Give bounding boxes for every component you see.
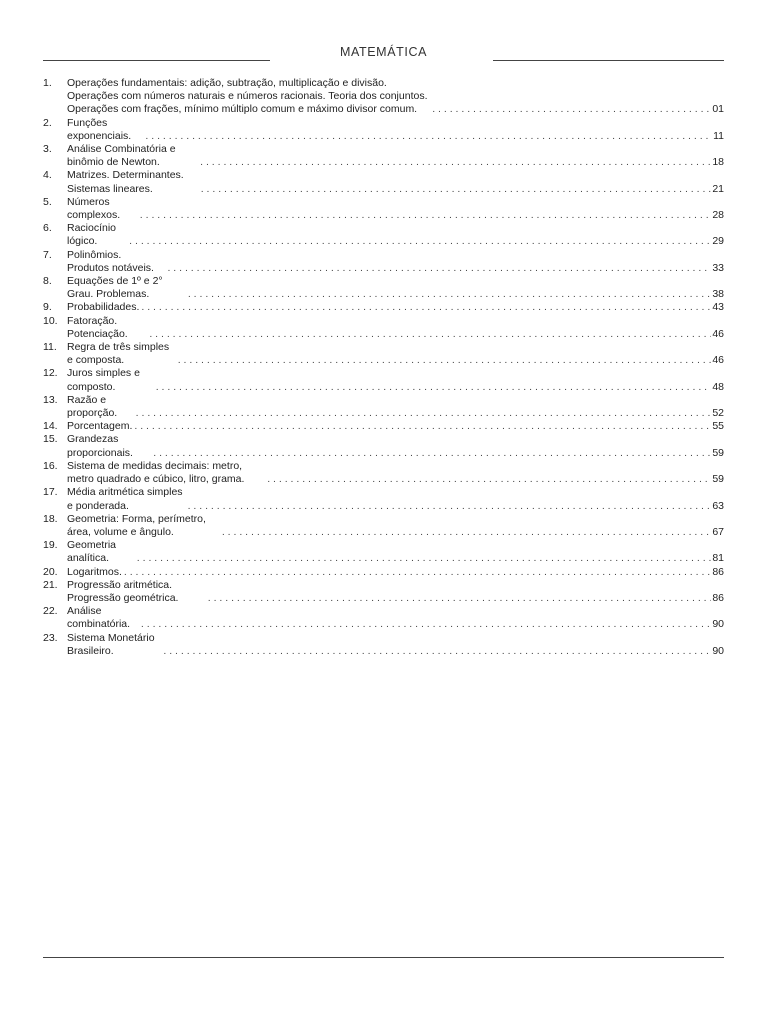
toc-item-number: 4. xyxy=(43,169,52,182)
toc-item-entry xyxy=(67,77,724,117)
toc-item-number: 6. xyxy=(43,222,52,235)
toc-item-dot-leader xyxy=(178,354,712,367)
toc-item-page-number: 90 xyxy=(712,644,724,657)
toc-item xyxy=(43,341,724,367)
toc-item-number: 7. xyxy=(43,248,52,261)
toc-item-entry xyxy=(67,486,724,512)
toc-item-page-number: 38 xyxy=(712,288,724,301)
page-header xyxy=(43,44,724,64)
toc-item-page-number: 21 xyxy=(712,182,724,195)
toc-item-number: 8. xyxy=(43,275,52,288)
toc-item-dot-leader xyxy=(136,407,712,420)
toc-item-label: Logaritmos. xyxy=(67,565,122,578)
toc-item xyxy=(43,579,724,605)
toc-item xyxy=(43,605,724,631)
toc-item-page-number: 46 xyxy=(712,354,724,367)
toc-item-entry xyxy=(67,394,724,420)
toc-item-entry xyxy=(67,249,724,275)
toc-item xyxy=(43,77,724,117)
toc-item-number: 12. xyxy=(43,367,58,380)
toc-item-entry xyxy=(67,513,724,539)
toc-item xyxy=(43,169,724,195)
toc-item xyxy=(43,566,724,579)
toc-item-dot-leader xyxy=(137,552,712,565)
toc-item-dot-leader xyxy=(156,381,712,394)
toc-item-dot-leader xyxy=(149,328,711,341)
toc-item-number: 17. xyxy=(43,486,58,499)
toc-item-label: Raciocínio lógico. xyxy=(67,222,117,248)
toc-item-label: Grandezas proporcionais. xyxy=(67,433,133,459)
toc-item-dot-leader xyxy=(208,592,712,605)
toc-item-label: Porcentagem. xyxy=(67,420,133,433)
toc-item-label: Análise Combinatória e binômio de Newton. xyxy=(67,143,176,169)
toc-item-dot-leader xyxy=(134,420,711,433)
toc-item xyxy=(43,367,724,393)
toc-item xyxy=(43,539,724,565)
toc-item-number: 20. xyxy=(43,565,58,578)
toc-item xyxy=(43,632,724,658)
toc-item xyxy=(43,394,724,420)
toc-item-number: 22. xyxy=(43,605,58,618)
toc-item-entry xyxy=(67,566,724,579)
toc-item-dot-leader xyxy=(201,183,712,196)
toc-item-label: Equações de 1º e 2° Grau. Problemas. xyxy=(67,275,163,301)
toc-item-number: 3. xyxy=(43,143,52,156)
toc-item-number: 13. xyxy=(43,393,58,406)
toc-item-label: Funções exponenciais. xyxy=(67,116,132,142)
toc-item-page-number: 63 xyxy=(712,499,724,512)
toc-item-label: Geometria: Forma, perímetro, área, volume e ângulo. xyxy=(67,512,206,538)
toc-item-page-number: 86 xyxy=(712,591,724,604)
toc-item-entry xyxy=(67,315,724,341)
toc-item xyxy=(43,513,724,539)
toc-item-dot-leader xyxy=(129,235,711,248)
toc-item-label: Matrizes. Determinantes. Sistemas lineares. xyxy=(67,169,184,195)
toc-item xyxy=(43,315,724,341)
toc-item-page-number: 81 xyxy=(712,552,724,565)
toc-item-dot-leader xyxy=(167,262,711,275)
toc-item xyxy=(43,196,724,222)
toc-item-page-number: 59 xyxy=(712,446,724,459)
toc-item-label: Números complexos. xyxy=(67,195,121,222)
toc-item-entry xyxy=(67,632,724,658)
toc-item xyxy=(43,486,724,512)
toc-item-page-number: 48 xyxy=(712,380,724,393)
header-rule-left xyxy=(43,60,270,61)
toc-item xyxy=(43,249,724,275)
toc-item-label: Juros simples e composto. xyxy=(67,367,140,393)
header-rule-right xyxy=(493,60,724,61)
toc-item-page-number: 86 xyxy=(712,565,724,578)
toc-item-entry xyxy=(67,341,724,367)
toc-item-label: Regra de três simples e composta. xyxy=(67,341,170,367)
toc-item-label: Probabilidades. xyxy=(67,301,140,314)
toc-item-page-number: 43 xyxy=(712,301,724,314)
toc-item-page-number: 55 xyxy=(712,420,724,433)
toc-item-dot-leader xyxy=(188,288,711,301)
toc-item xyxy=(43,222,724,248)
toc-item-entry xyxy=(67,143,724,169)
toc-item-page-number: 28 xyxy=(712,209,724,222)
toc-item xyxy=(43,301,724,314)
toc-item-number: 1. xyxy=(43,77,52,89)
toc-item-dot-leader xyxy=(153,447,711,460)
toc-item-label: Progressão aritmética. Progressão geométrica. xyxy=(67,578,179,604)
toc-item-entry xyxy=(67,275,724,301)
toc-item-entry xyxy=(67,420,724,433)
toc-item-dot-leader xyxy=(163,645,711,658)
toc-item-number: 18. xyxy=(43,512,58,525)
toc-item-page-number: 11 xyxy=(713,129,724,142)
toc-item-page-number: 18 xyxy=(712,156,724,169)
toc-item-label: Sistema Monetário Brasileiro. xyxy=(67,631,155,657)
toc-item-label: Fatoração. Potenciação. xyxy=(67,314,128,340)
toc-item-label: Geometria analítica. xyxy=(67,539,117,565)
toc-item xyxy=(43,420,724,433)
table-of-contents xyxy=(43,77,724,658)
toc-item-entry xyxy=(67,367,724,393)
toc-item-number: 21. xyxy=(43,578,58,591)
toc-item-page-number: 67 xyxy=(712,525,724,538)
toc-item xyxy=(43,143,724,169)
toc-item-number: 10. xyxy=(43,314,58,327)
toc-item-number: 14. xyxy=(43,420,58,433)
toc-item-page-number: 29 xyxy=(712,235,724,248)
toc-item-entry xyxy=(67,579,724,605)
toc-item-dot-leader xyxy=(200,156,711,169)
toc-item-dot-leader xyxy=(222,526,712,539)
toc-item-page-number: 46 xyxy=(712,327,724,340)
toc-item-entry xyxy=(67,117,724,143)
toc-item-page-number: 59 xyxy=(712,473,724,486)
toc-item-label: Operações fundamentais: adição, subtração, multiplicação e divisão. Operações com números naturais e números racionais. Teoria dos conjuntos. Operações com frações, mínimo múltiplo comum e máximo divisor comum. xyxy=(67,77,428,116)
toc-item-number: 2. xyxy=(43,116,52,129)
footer-rule xyxy=(43,957,724,958)
toc-item-label: Análise combinatória. xyxy=(67,605,131,631)
toc-item-entry xyxy=(67,433,724,459)
toc-item-label: Média aritmética simples e ponderada. xyxy=(67,486,183,512)
toc-item-entry xyxy=(67,301,724,314)
toc-item-label: Polinômios. Produtos notáveis. xyxy=(67,248,154,274)
toc-item-dot-leader xyxy=(267,473,711,486)
toc-item-number: 11. xyxy=(43,341,57,354)
toc-item-dot-leader xyxy=(188,500,712,513)
toc-item-dot-leader xyxy=(124,566,711,579)
toc-item-entry xyxy=(67,605,724,631)
toc-item-page-number: 33 xyxy=(712,261,724,274)
toc-item-dot-leader xyxy=(432,103,711,116)
toc-item-label: Razão e proporção. xyxy=(67,393,118,420)
toc-item-page-number: 90 xyxy=(712,618,724,631)
toc-item-entry xyxy=(67,169,724,195)
toc-item-page-number: 01 xyxy=(712,103,724,116)
toc-item-number: 5. xyxy=(43,195,52,208)
toc-item-entry xyxy=(67,196,724,222)
toc-item-entry xyxy=(67,222,724,248)
toc-item xyxy=(43,275,724,301)
toc-item-page-number: 52 xyxy=(712,407,724,420)
toc-item-number: 23. xyxy=(43,631,58,644)
toc-item-number: 15. xyxy=(43,433,58,446)
toc-item xyxy=(43,433,724,459)
toc-item xyxy=(43,117,724,143)
toc-item-dot-leader xyxy=(141,301,711,314)
toc-item-dot-leader xyxy=(140,209,712,222)
toc-item-dot-leader xyxy=(141,618,711,631)
toc-item-label: Sistema de medidas decimais: metro, metro quadrado e cúbico, litro, grama. xyxy=(67,459,245,486)
toc-item-number: 9. xyxy=(43,301,52,314)
toc-item-number: 19. xyxy=(43,539,58,552)
page-title: MATEMÁTICA xyxy=(339,45,428,59)
toc-item-number: 16. xyxy=(43,459,58,472)
toc-item-entry xyxy=(67,460,724,486)
toc-item-entry xyxy=(67,539,724,565)
toc-item-dot-leader xyxy=(145,130,712,143)
toc-item xyxy=(43,460,724,486)
